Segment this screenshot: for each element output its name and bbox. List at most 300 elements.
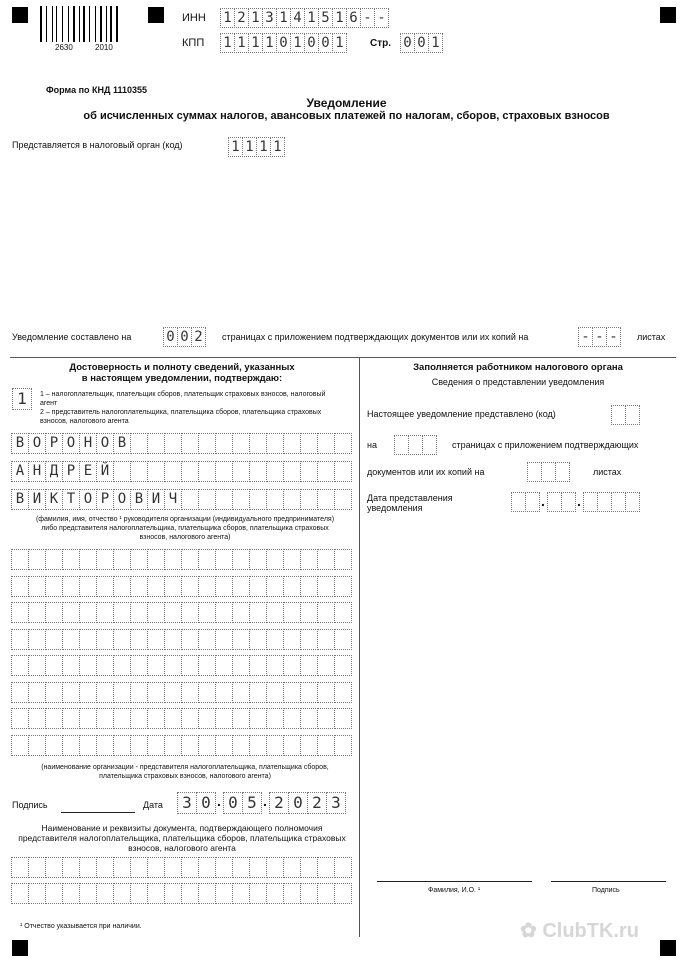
org-name-cell: [198, 549, 216, 570]
document-name-cell: [11, 857, 29, 878]
org-name-cell: [113, 708, 131, 729]
document-name-cell: [232, 857, 250, 878]
officer-date-label: Дата представления уведомления: [367, 493, 453, 513]
org-name-cell: [283, 735, 301, 756]
corner-mark-bottom-left: [12, 940, 28, 956]
org-note: (наименование организации - представителя налогоплательщика, плательщика сборов, плательщика страховых взносов, налогового агента): [41, 764, 329, 780]
officer-date-cell: [511, 492, 526, 512]
org-name-cell: [215, 682, 233, 703]
document-name-cell: [317, 883, 335, 904]
form-title: Уведомление: [306, 96, 387, 110]
corner-mark-top-right: [660, 7, 676, 23]
corner-mark-top: [148, 7, 164, 23]
patronymic-cell: [266, 489, 284, 510]
barcode-bar: [83, 6, 85, 42]
org-name-cell: [79, 629, 97, 650]
org-name-cell: [232, 682, 250, 703]
org-name-cell: [113, 602, 131, 623]
officer-date-cell: [625, 492, 640, 512]
document-heading: Наименование и реквизиты документа, подтверждающего полномочия представителя налогоплательщика, плательщика сборов, плательщика страховых взносов, налогового агента: [18, 823, 346, 853]
document-name-cell: [334, 883, 352, 904]
patronymic-cell: [317, 489, 335, 510]
org-name-cell: [198, 629, 216, 650]
org-name-cell: [45, 602, 63, 623]
surname-cell: Р: [45, 433, 63, 454]
org-name-cell: [130, 682, 148, 703]
barcode-bar: [106, 6, 107, 42]
date-cell: 2: [269, 792, 289, 814]
document-name-cell: [147, 857, 165, 878]
org-name-cell: [45, 549, 63, 570]
page-cell: 1: [428, 33, 443, 53]
kpp-cell: 1: [220, 33, 235, 53]
org-name-cell: [113, 549, 131, 570]
org-name-cell: [266, 549, 284, 570]
page-label: Стр.: [370, 38, 392, 49]
org-name-row: [11, 735, 351, 756]
surname-cell: [130, 433, 148, 454]
name-cell: [164, 461, 182, 482]
pages-count-field: [163, 327, 205, 347]
pages-label-mid: страницах с приложением подтверждающих документов или их копий на: [222, 332, 529, 342]
org-name-cell: [317, 708, 335, 729]
org-name-cell: [11, 602, 29, 623]
org-name-cell: [96, 708, 114, 729]
org-name-cell: [283, 576, 301, 597]
org-name-cell: [130, 549, 148, 570]
org-name-cell: [96, 629, 114, 650]
patronymic-cell: О: [79, 489, 97, 510]
org-name-row: [11, 708, 351, 729]
sheets-cell: -: [606, 327, 621, 347]
org-name-row: [11, 549, 351, 570]
inn-cell: 6: [346, 8, 361, 28]
inn-cell: 1: [220, 8, 235, 28]
document-name-cell: [28, 857, 46, 878]
surname-cell: [317, 433, 335, 454]
name-cell: [147, 461, 165, 482]
patronymic-cell: [198, 489, 216, 510]
document-name-cell: [249, 857, 267, 878]
org-name-cell: [334, 602, 352, 623]
officer-sheets-label: листах: [593, 467, 622, 477]
org-name-cell: [28, 708, 46, 729]
org-name-cell: [283, 708, 301, 729]
patronymic-cell: В: [130, 489, 148, 510]
officer-date-cell: [561, 492, 576, 512]
org-name-cell: [79, 576, 97, 597]
document-name-cell: [266, 857, 284, 878]
surname-cell: В: [11, 433, 29, 454]
document-name-cell: [28, 883, 46, 904]
org-name-cell: [334, 655, 352, 676]
org-name-cell: [215, 655, 233, 676]
org-name-cell: [164, 629, 182, 650]
org-name-cell: [266, 629, 284, 650]
org-name-cell: [181, 708, 199, 729]
org-name-cell: [215, 735, 233, 756]
patronymic-cell: Ч: [164, 489, 182, 510]
officer-date-cell: [611, 492, 626, 512]
officer-heading: Заполняется работником налогового органа: [413, 362, 623, 373]
patronymic-cell: [249, 489, 267, 510]
org-name-cell: [181, 602, 199, 623]
name-cell: [249, 461, 267, 482]
date-separator: .: [217, 793, 221, 809]
barcode-bar: [73, 6, 75, 42]
document-name-row: [11, 857, 351, 878]
page-cell: 0: [414, 33, 429, 53]
signer-option-2: 2 – представитель налогоплательщика, плательщика сборов, плательщика страховых взносов, налогового агента: [40, 409, 322, 425]
name-cell: Р: [62, 461, 80, 482]
document-name-cell: [232, 883, 250, 904]
org-name-cell: [266, 655, 284, 676]
tax-authority-label: Представляется в налоговый орган (код): [12, 140, 183, 150]
signer-option-1: 1 – налогоплательщик, плательщик сборов, плательщик страховых взносов, налоговый агент: [40, 391, 326, 407]
barcode-bar: [79, 6, 80, 42]
date-cell: 3: [326, 792, 346, 814]
org-name-cell: [283, 549, 301, 570]
kpp-cell: 1: [290, 33, 305, 53]
document-name-cell: [317, 857, 335, 878]
page-number-field: [400, 33, 442, 53]
org-name-cell: [300, 655, 318, 676]
org-name-cell: [130, 629, 148, 650]
officer-code-cell: [625, 405, 640, 425]
org-name-cell: [147, 735, 165, 756]
officer-sheets-field: [527, 462, 569, 482]
org-name-cell: [62, 708, 80, 729]
org-name-cell: [147, 629, 165, 650]
document-name-cell: [96, 883, 114, 904]
org-name-cell: [198, 602, 216, 623]
document-name-cell: [283, 857, 301, 878]
barcode-bar: [89, 6, 90, 42]
org-name-cell: [28, 655, 46, 676]
inn-cell: -: [360, 8, 375, 28]
org-name-row: [11, 576, 351, 597]
document-name-cell: [181, 857, 199, 878]
patronymic-cell: [215, 489, 233, 510]
org-name-cell: [45, 735, 63, 756]
officer-sheets-cell: [541, 462, 556, 482]
inn-cell: 1: [276, 8, 291, 28]
pages-cell: 0: [163, 327, 178, 347]
officer-pages-text: страницах с приложением подтверждающих: [452, 440, 639, 450]
signer-code-cell: 1: [12, 388, 32, 410]
org-name-cell: [130, 576, 148, 597]
org-name-cell: [317, 549, 335, 570]
date-cell: 0: [196, 792, 216, 814]
document-name-cell: [266, 883, 284, 904]
surname-cell: [283, 433, 301, 454]
document-name-cell: [113, 857, 131, 878]
inn-cell: -: [374, 8, 389, 28]
name-cell: Н: [28, 461, 46, 482]
document-name-cell: [45, 883, 63, 904]
document-name-cell: [62, 883, 80, 904]
kpp-label: КПП: [182, 37, 205, 49]
org-name-cell: [113, 682, 131, 703]
document-name-cell: [300, 883, 318, 904]
org-name-cell: [249, 549, 267, 570]
org-name-cell: [249, 708, 267, 729]
name-cell: Е: [79, 461, 97, 482]
officer-sheets-cell: [555, 462, 570, 482]
confirm-heading-1: Достоверность и полноту сведений, указанных: [69, 362, 295, 373]
officer-fio-line: [377, 881, 532, 882]
officer-code-label: Настоящее уведомление представлено (код): [367, 409, 556, 419]
paw-icon: ✿: [520, 920, 543, 942]
document-name-cell: [164, 883, 182, 904]
org-name-cell: [232, 655, 250, 676]
surname-cell: В: [113, 433, 131, 454]
org-name-cell: [62, 735, 80, 756]
form-subtitle: об исчисленных суммах налогов, авансовых платежей по налогам, сборов, страховых взносов: [83, 110, 610, 122]
patronymic-field: [11, 489, 351, 510]
patronymic-cell: К: [45, 489, 63, 510]
barcode-right-number: 2010: [95, 43, 113, 52]
org-name-cell: [96, 682, 114, 703]
patronymic-cell: И: [28, 489, 46, 510]
corner-mark-top-left: [12, 7, 28, 23]
name-cell: [283, 461, 301, 482]
officer-date-cell: [583, 492, 598, 512]
sheets-cell: -: [592, 327, 607, 347]
org-name-cell: [334, 735, 352, 756]
org-name-cell: [249, 655, 267, 676]
page-cell: 0: [400, 33, 415, 53]
org-name-cell: [11, 576, 29, 597]
barcode-bar: [52, 6, 53, 42]
name-cell: [266, 461, 284, 482]
org-name-cell: [147, 549, 165, 570]
signature-line: [61, 812, 135, 813]
org-name-cell: [28, 576, 46, 597]
inn-cell: 5: [318, 8, 333, 28]
org-name-cell: [249, 735, 267, 756]
document-name-cell: [198, 857, 216, 878]
patronymic-cell: [232, 489, 250, 510]
org-name-cell: [300, 576, 318, 597]
org-name-cell: [232, 629, 250, 650]
surname-cell: [334, 433, 352, 454]
date-cell: 0: [288, 792, 308, 814]
org-name-cell: [181, 629, 199, 650]
name-cell: А: [11, 461, 29, 482]
org-name-cell: [96, 549, 114, 570]
org-name-cell: [45, 655, 63, 676]
org-name-cell: [96, 576, 114, 597]
surname-cell: [215, 433, 233, 454]
patronymic-cell: В: [11, 489, 29, 510]
org-name-cell: [130, 708, 148, 729]
surname-cell: [164, 433, 182, 454]
org-name-cell: [317, 735, 335, 756]
document-name-cell: [130, 883, 148, 904]
patronymic-cell: И: [147, 489, 165, 510]
org-name-cell: [300, 735, 318, 756]
org-name-row: [11, 682, 351, 703]
org-name-cell: [232, 735, 250, 756]
org-name-cell: [181, 655, 199, 676]
org-name-cell: [317, 576, 335, 597]
date-cell: 3: [177, 792, 197, 814]
patronymic-cell: [181, 489, 199, 510]
inn-label: ИНН: [182, 12, 206, 24]
footnote: ¹ Отчество указывается при наличии.: [20, 923, 142, 930]
org-name-cell: [79, 602, 97, 623]
knd-code: Форма по КНД 1110355: [46, 85, 147, 95]
org-name-cell: [28, 549, 46, 570]
document-name-cell: [79, 857, 97, 878]
org-name-row: [11, 629, 351, 650]
org-name-cell: [147, 602, 165, 623]
document-name-cell: [300, 857, 318, 878]
date-field: [177, 792, 345, 814]
org-name-cell: [96, 735, 114, 756]
org-name-cell: [215, 576, 233, 597]
officer-subheading: Сведения о представлении уведомления: [431, 377, 605, 387]
inn-cell: 2: [234, 8, 249, 28]
name-cell: Д: [45, 461, 63, 482]
org-name-cell: [300, 629, 318, 650]
fio-note: (фамилия, имя, отчество ¹ руководителя организации (индивидуального предпринимателя) либо представителя налогоплательщика, плательщика сборов, плательщика страховых взносов, налогового агента): [35, 516, 335, 541]
kpp-cell: 0: [304, 33, 319, 53]
org-name-cell: [113, 629, 131, 650]
surname-cell: О: [96, 433, 114, 454]
barcode-left-number: 2630: [55, 43, 73, 52]
officer-sheets-cell: [527, 462, 542, 482]
org-name-cell: [232, 549, 250, 570]
date-label: Дата: [143, 800, 163, 810]
org-name-cell: [11, 629, 29, 650]
org-name-cell: [164, 576, 182, 597]
org-name-cell: [283, 602, 301, 623]
org-name-cell: [198, 576, 216, 597]
section-divider: [10, 357, 676, 358]
officer-pages-cell: [422, 435, 437, 455]
org-name-cell: [334, 629, 352, 650]
org-name-cell: [198, 735, 216, 756]
org-name-cell: [317, 602, 335, 623]
watermark-text: ClubTK.ru: [542, 920, 639, 942]
org-name-cell: [249, 576, 267, 597]
officer-pages-cell: [408, 435, 423, 455]
kpp-field: [220, 33, 346, 53]
barcode-bar: [110, 6, 112, 42]
org-name-cell: [198, 708, 216, 729]
officer-date-field: [511, 492, 639, 512]
date-cell: 2: [307, 792, 327, 814]
signature-label: Подпись: [12, 800, 48, 810]
pages-cell: 2: [191, 327, 206, 347]
tax-authority-cell: 1: [256, 137, 271, 157]
document-name-cell: [11, 883, 29, 904]
org-name-cell: [130, 602, 148, 623]
surname-cell: [181, 433, 199, 454]
org-name-cell: [113, 576, 131, 597]
date-separator: .: [263, 793, 267, 809]
document-name-cell: [215, 883, 233, 904]
org-name-cell: [215, 629, 233, 650]
org-name-cell: [215, 549, 233, 570]
document-name-cell: [215, 857, 233, 878]
name-cell: [130, 461, 148, 482]
name-cell: [232, 461, 250, 482]
name-cell: [300, 461, 318, 482]
pages-label-right: листах: [637, 332, 666, 342]
org-name-cell: [45, 576, 63, 597]
org-name-cell: [62, 682, 80, 703]
barcode-bar: [100, 6, 102, 42]
tax-authority-cell: 1: [270, 137, 285, 157]
org-name-row: [11, 602, 351, 623]
org-name-cell: [11, 682, 29, 703]
org-name-cell: [79, 549, 97, 570]
org-name-cell: [147, 576, 165, 597]
barcode-bar: [46, 6, 47, 42]
name-cell: Й: [96, 461, 114, 482]
document-name-cell: [130, 857, 148, 878]
officer-signature-label: Подпись: [592, 887, 620, 894]
org-name-cell: [11, 735, 29, 756]
org-name-cell: [62, 602, 80, 623]
officer-signature-line: [551, 881, 666, 882]
date-separator: .: [577, 493, 581, 509]
org-name-cell: [249, 682, 267, 703]
document-name-cell: [181, 883, 199, 904]
kpp-cell: 1: [262, 33, 277, 53]
sheets-count-field: [578, 327, 620, 347]
patronymic-cell: Т: [62, 489, 80, 510]
document-name-cell: [334, 857, 352, 878]
org-name-cell: [45, 682, 63, 703]
org-name-cell: [215, 602, 233, 623]
barcode-bar: [68, 6, 69, 42]
org-name-cell: [317, 682, 335, 703]
barcode: [40, 6, 120, 42]
org-name-cell: [232, 602, 250, 623]
org-name-row: [11, 655, 351, 676]
surname-cell: О: [62, 433, 80, 454]
org-name-cell: [181, 549, 199, 570]
org-name-cell: [28, 682, 46, 703]
document-name-cell: [249, 883, 267, 904]
date-separator: .: [541, 493, 545, 509]
watermark: [520, 918, 639, 943]
org-name-cell: [232, 708, 250, 729]
officer-pages-field: [394, 435, 436, 455]
officer-fio-label: Фамилия, И.О. ¹: [428, 887, 481, 894]
org-name-cell: [147, 708, 165, 729]
officer-date-cell: [547, 492, 562, 512]
org-name-cell: [300, 708, 318, 729]
date-cell: 0: [223, 792, 243, 814]
officer-date-cell: [597, 492, 612, 512]
date-cell: 5: [242, 792, 262, 814]
tax-authority-cell: 1: [228, 137, 243, 157]
patronymic-cell: [334, 489, 352, 510]
org-name-cell: [79, 708, 97, 729]
org-name-cell: [113, 655, 131, 676]
signer-code-field: [12, 388, 31, 410]
officer-docs-label: документов или их копий на: [367, 467, 485, 477]
org-name-cell: [130, 735, 148, 756]
surname-cell: [300, 433, 318, 454]
surname-cell: [198, 433, 216, 454]
pages-label-left: Уведомление составлено на: [12, 332, 132, 342]
